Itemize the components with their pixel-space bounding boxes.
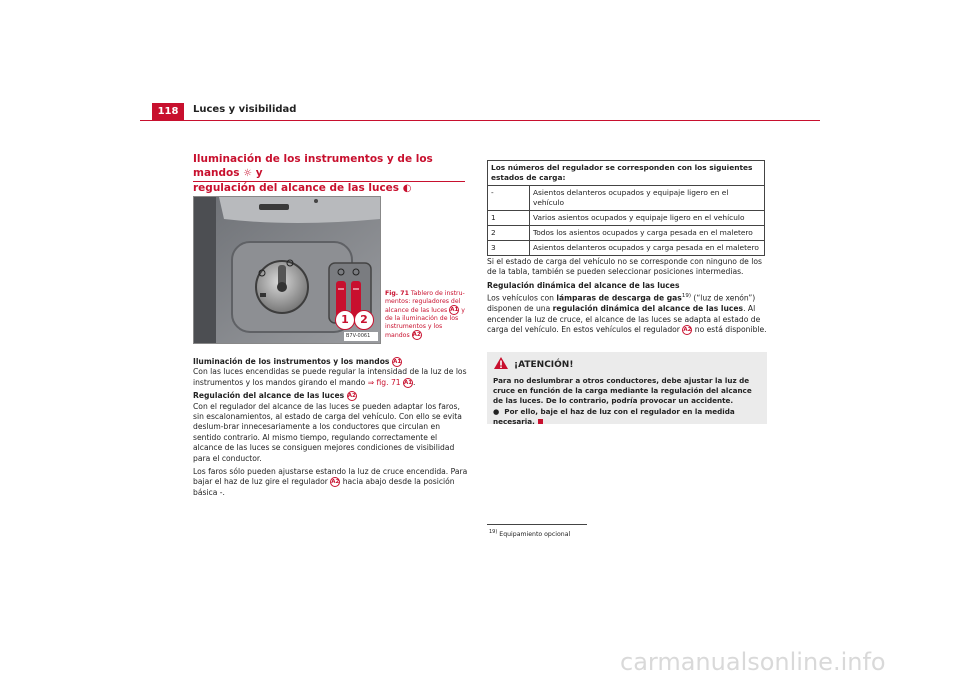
- table-cell-key: 3: [488, 241, 530, 256]
- caption-ref-a2: A2: [412, 332, 421, 339]
- ref-a1-inline: A1: [404, 379, 413, 386]
- warning-triangle-icon: [493, 356, 509, 370]
- page-number: 118: [152, 103, 184, 120]
- dashboard-photo: [193, 196, 381, 344]
- warning-body: [493, 376, 763, 427]
- table-cell-value: Varios asientos ocupados y equipaje ligero en el vehículo: [530, 211, 765, 226]
- table-header-row: [488, 161, 765, 186]
- paragraph-range: Con el regulador del alcance de las luces se pueden adaptar los faros, sin escalonamientos, al estado de carga del vehículo. Con ello se evita deslum-brar innecesariamente a los conductores que circulan en sentido contrario. Al mismo tiempo, regulando correctamente el alcance de las luces se consiguen mejores condiciones de visibilidad para el conductor.: [193, 401, 462, 463]
- table-row: [488, 211, 765, 226]
- warning-title: ¡ATENCIÓN!: [514, 360, 574, 370]
- gas-discharge-term: lámparas de descarga de gas: [556, 293, 682, 303]
- heading-line2: regulación del alcance de las luces: [193, 182, 400, 194]
- caption-text-b: y de la iluminación de los instrumentos y los mandos: [385, 307, 465, 340]
- caption-ref-a1: A1: [450, 307, 459, 314]
- paragraph-dynamic-d: no está disponible.: [694, 324, 767, 334]
- footnote-divider: [487, 524, 587, 525]
- table-cell-key: 1: [488, 211, 530, 226]
- heading-line1-suffix: y: [255, 167, 263, 179]
- fig-71-link[interactable]: ⇒ fig. 71: [367, 377, 401, 387]
- paragraph-intermediate: Si el estado de carga del vehículo no se corresponde con ninguno de los de la tabla, también se pueden seleccionar posiciones intermedias.: [487, 257, 762, 277]
- caption-label: Fig. 71: [385, 290, 409, 297]
- table-row: [488, 186, 765, 211]
- paragraph-adjust-text-a: Los faros sólo pueden ajustarse estando la luz de cruce encendida. Para bajar el haz de luz gire el regulador: [193, 467, 468, 487]
- footnote-text: Equipamiento opcional: [499, 531, 571, 539]
- table-row: [488, 241, 765, 256]
- table-row: [488, 226, 765, 241]
- footnote-marker: 19): [489, 529, 498, 535]
- warning-bullet-text: Por ello, baje el haz de luz con el regulador en la medida necesaria.: [493, 406, 735, 426]
- footnote-ref: 19): [681, 293, 691, 300]
- watermark: carmanualsonline.info: [620, 648, 886, 676]
- subheading-dynamic: Regulación dinámica del alcance de las luces: [487, 280, 680, 290]
- callout-1: 1: [335, 310, 355, 330]
- table-cell-key: 2: [488, 226, 530, 241]
- table-header: Los números del regulador se corresponden con los siguientes estados de carga:: [488, 161, 765, 186]
- caption-text-a: Tablero de instru-mentos: reguladores del alcance de las luces: [385, 290, 465, 315]
- figure-code: B7V-0061: [346, 333, 371, 339]
- load-state-table: [487, 160, 765, 256]
- subheading-range: [193, 391, 468, 401]
- paragraph-adjust: [193, 467, 468, 498]
- heading-line1: Iluminación de los instrumentos y de los mandos: [193, 153, 433, 179]
- warning-bullet: [493, 407, 763, 427]
- warning-paragraph: Para no deslumbrar a otros conductores, debe ajustar la luz de cruce en función de la carga mediante la regulación del alcance de las luces. De lo contrario, podría provocar un accidente.: [493, 376, 752, 406]
- paragraph-dynamic: [487, 291, 767, 335]
- table-cell-value: Todos los asientos ocupados y carga pesada en el maletero: [530, 226, 765, 241]
- dynamic-range-term: regulación dinámica del alcance de las luces: [552, 304, 744, 314]
- end-mark-icon: [538, 419, 543, 424]
- callout-2: 2: [354, 310, 374, 330]
- section-title: Luces y visibilidad: [193, 104, 297, 115]
- bullet-icon: ●: [493, 406, 502, 416]
- paragraph-dynamic-a: Los vehículos con: [487, 293, 554, 303]
- subheading-range-text: Regulación del alcance de las luces: [193, 391, 345, 401]
- ref-a2-inline: A2: [331, 479, 340, 486]
- page-heading: [193, 152, 473, 196]
- headlight-range-icon: ◐: [402, 183, 412, 194]
- subheading-instruments-text: Iluminación de los instrumentos y los mandos: [193, 357, 390, 366]
- header-divider: [140, 120, 820, 121]
- footnote: [489, 529, 570, 538]
- paragraph-instruments: Con las luces encendidas se puede regular la intensidad de la luz de los instrumentos y los mandos girando el mando ⇒ fig. 71 A1.: [193, 367, 467, 387]
- paragraph-adjust-text-b: hacia abajo desde la posición básica -.: [193, 477, 455, 497]
- figure-caption: [385, 290, 467, 340]
- paragraph-dynamic-c: . Al encender la luz de cruce, el alcance de las luces se adapta al estado de carga del vehículo. En estos vehículos el regulador: [487, 304, 761, 334]
- ref-a1: A1: [393, 359, 402, 365]
- illumination-icon: ☼: [243, 168, 253, 179]
- left-column: [193, 357, 468, 501]
- table-cell-value: Asientos delanteros ocupados y carga pesada en el maletero: [530, 241, 765, 256]
- ref-a2-dynamic: A2: [683, 326, 692, 333]
- paragraph-instruments-text: Con las luces encendidas se puede regular la intensidad de la luz de los instrumentos y los mandos girando el mando: [193, 367, 467, 387]
- ref-a2: A2: [347, 393, 356, 400]
- table-cell-value: Asientos delanteros ocupados y equipaje ligero en el vehículo: [530, 186, 765, 211]
- subheading-instruments: [193, 357, 468, 367]
- right-column: [487, 257, 767, 338]
- table-cell-key: -: [488, 186, 530, 211]
- heading-divider: [193, 181, 465, 182]
- paragraph-dynamic-b: (“luz de xenón”) disponen de una: [487, 293, 756, 314]
